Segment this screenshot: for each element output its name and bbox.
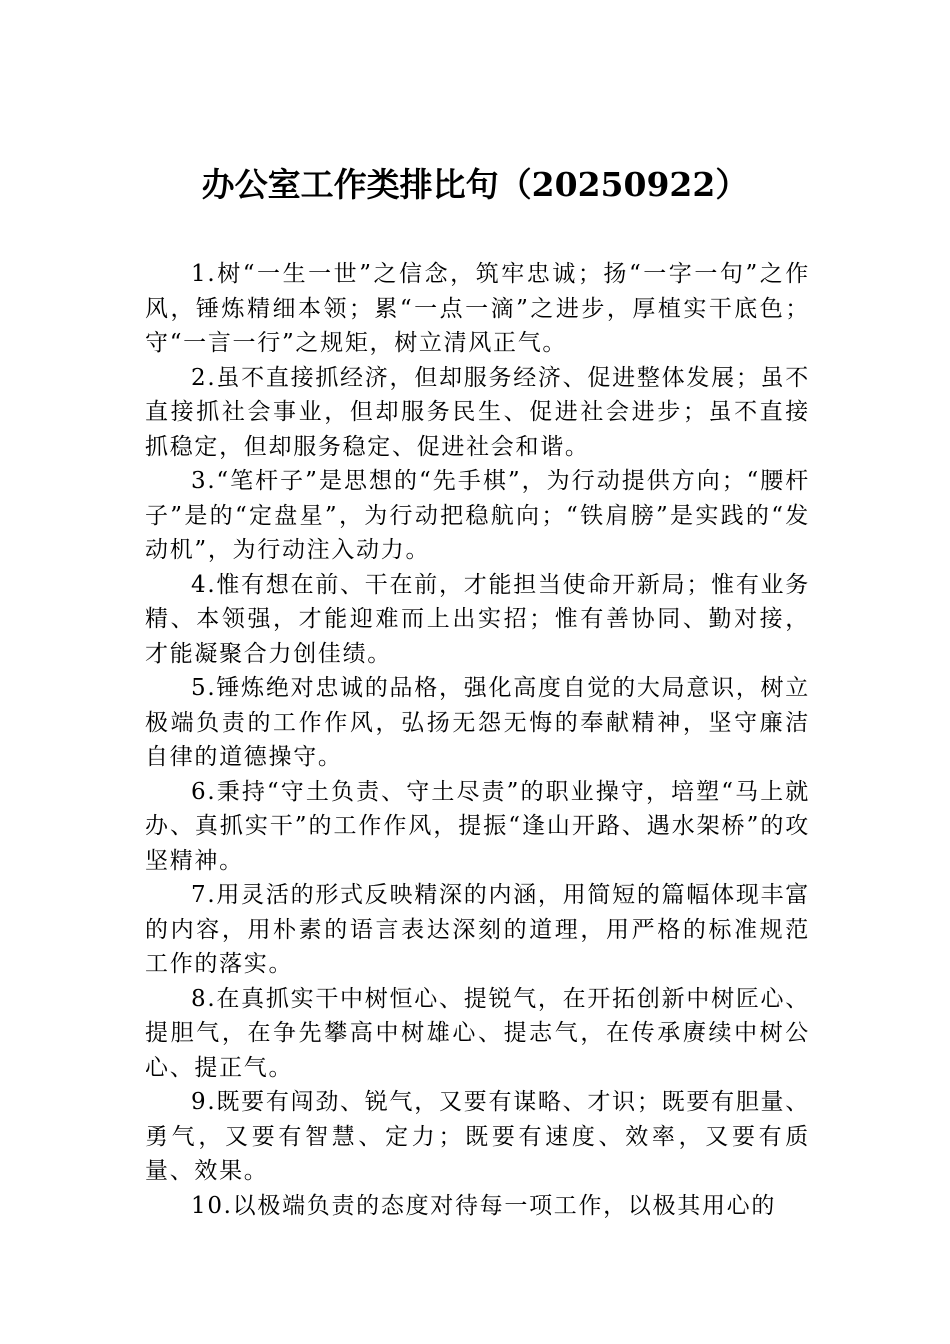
paragraph-2: 2.虽不直接抓经济，但却服务经济、促进整体发展；虽不直接抓社会事业，但却服务民生、促进社会进步；虽不直接抓稳定，但却服务稳定、促进社会和谐。 xyxy=(145,364,810,460)
paragraph-10: 10.以极端负责的态度对待每一项工作，以极其用心的 xyxy=(191,1192,777,1219)
paragraph-5: 5.锤炼绝对忠诚的品格，强化高度自觉的大局意识，树立极端负责的工作作风，弘扬无怨无悔的奉献精神，坚守廉洁自律的道德操守。 xyxy=(145,675,810,770)
document-body xyxy=(145,257,810,1223)
paragraph-9: 9.既要有闯劲、锐气，又要有谋略、才识；既要有胆量、勇气，又要有智慧、定力；既要有速度、效率，又要有质量、效果。 xyxy=(145,1089,810,1184)
paragraph-1: 1.树“一生一世”之信念，筑牢忠诚；扬“一字一句”之作风，锤炼精细本领；累“一点一滴”之进步，厚植实干底色；守“一言一行”之规矩，树立清风正气。 xyxy=(145,261,810,356)
paragraph-8: 8.在真抓实干中树恒心、提锐气，在开拓创新中树匠心、提胆气，在争先攀高中树雄心、提志气，在传承赓续中树公心、提正气。 xyxy=(145,985,810,1081)
paragraph-4: 4.惟有想在前、干在前，才能担当使命开新局；惟有业务精、本领强，才能迎难而上出实招；惟有善协同、勤对接，才能凝聚合力创佳绩。 xyxy=(145,571,810,667)
paragraph-6: 6.秉持“守土负责、守土尽责”的职业操守，培塑“马上就办、真抓实干”的工作作风，提振“逢山开路、遇水架桥”的攻坚精神。 xyxy=(145,778,810,874)
paragraph-7: 7.用灵活的形式反映精深的内涵，用简短的篇幅体现丰富的内容，用朴素的语言表达深刻的道理，用严格的标准规范工作的落实。 xyxy=(145,882,810,977)
document-title: 办公室工作类排比句（20250922） xyxy=(201,165,749,204)
paragraph-3: 3.“笔杆子”是思想的“先手棋”，为行动提供方向；“腰杆子”是的“定盘星”，为行动把稳航向；“铁肩膀”是实践的“发动机”，为行动注入动力。 xyxy=(145,468,810,563)
